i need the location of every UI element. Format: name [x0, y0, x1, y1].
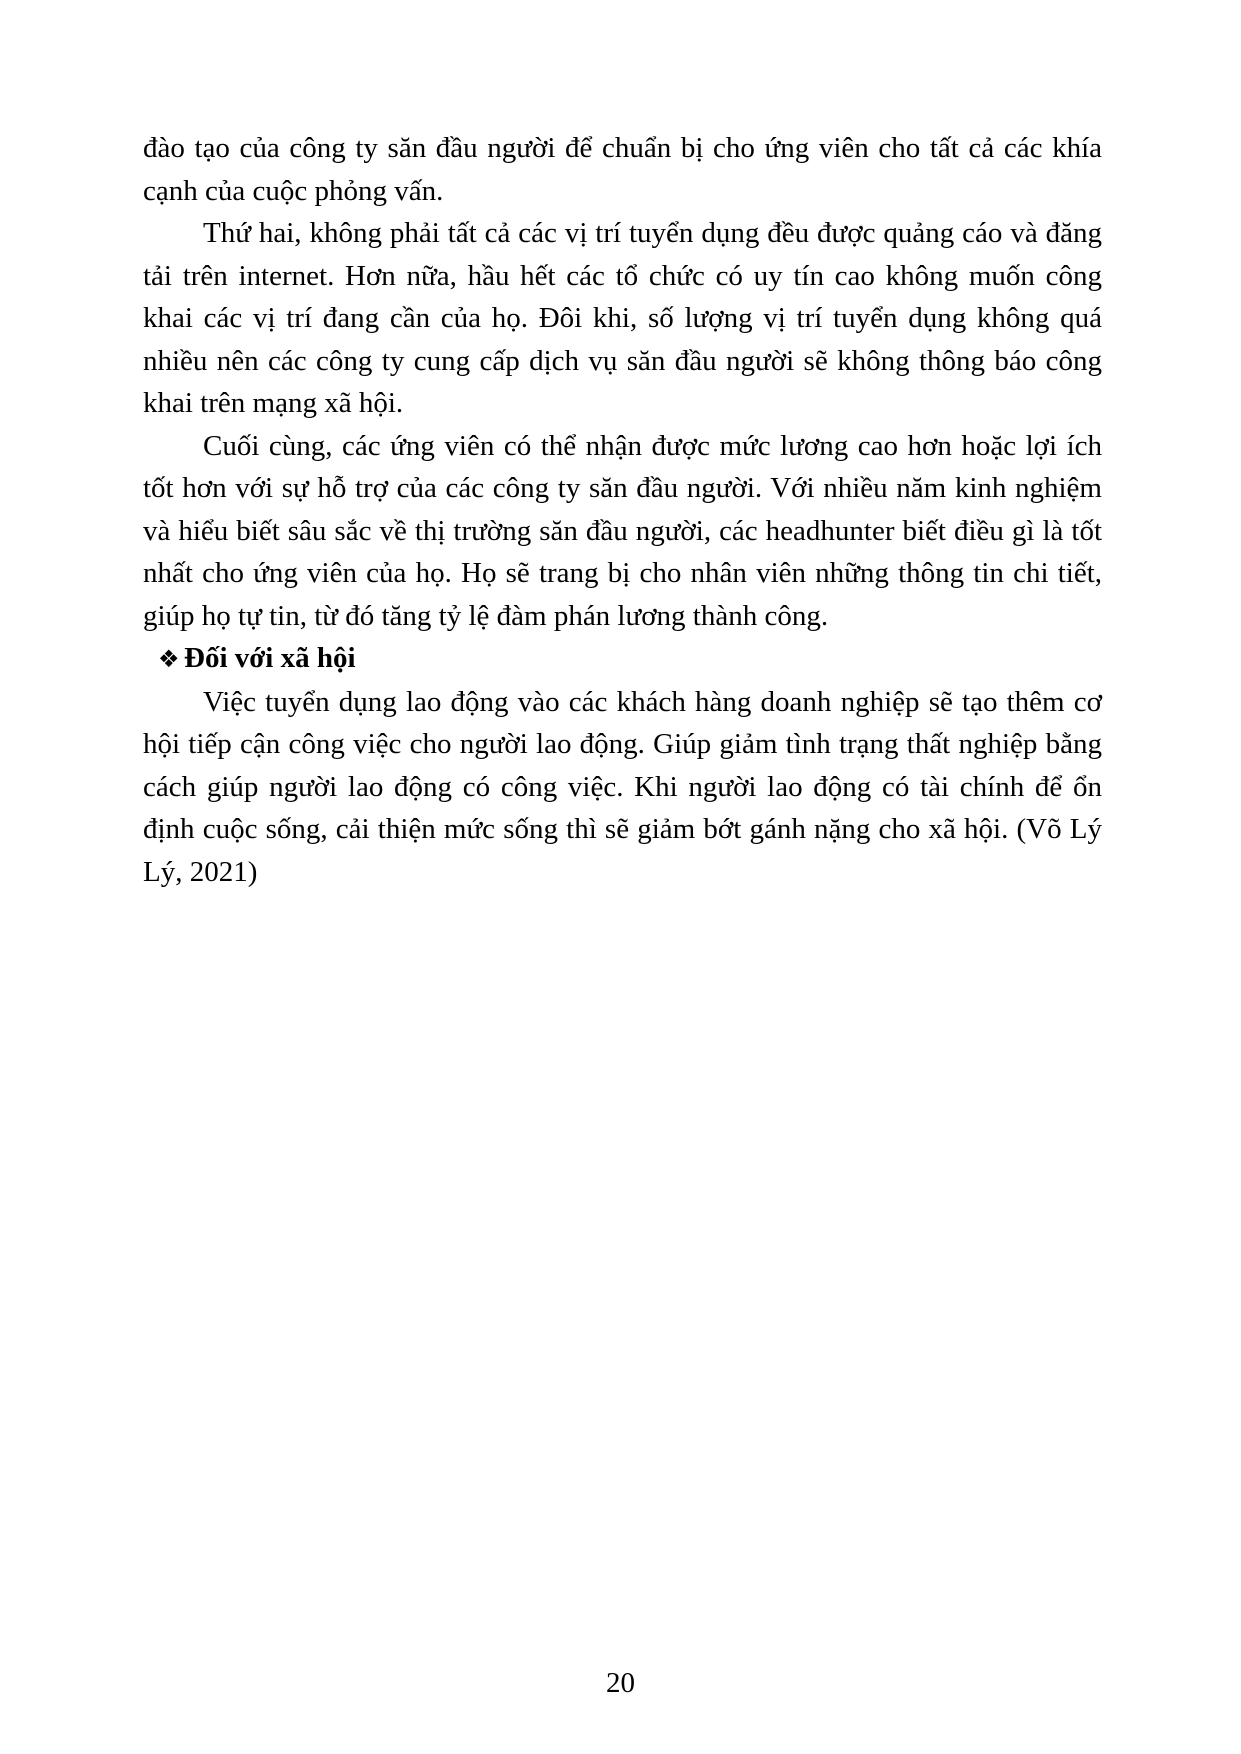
page-content: [143, 127, 1102, 893]
paragraph-unadvertised-positions: Thứ hai, không phải tất cả các vị trí tuyển dụng đều được quảng cáo và đăng tải trên internet. Hơn nữa, hầu hết các tổ chức có uy tín cao không muốn công khai các vị trí đang cần của họ. Đôi khi, số lượng vị trí tuyển dụng không quá nhiều nên các công ty cung cấp dịch vụ săn đầu người sẽ không thông báo công khai trên mạng xã hội.: [143, 217, 1102, 419]
diamond-bullet-icon: ❖: [158, 645, 180, 673]
section-heading-society: [143, 637, 1102, 681]
paragraph-interview-prep: đào tạo của công ty săn đầu người để chuẩn bị cho ứng viên cho tất cả các khía cạnh của cuộc phỏng vấn.: [143, 132, 1102, 207]
section-heading-text: Đối với xã hội: [184, 642, 356, 674]
paragraph-candidate-benefits: Cuối cùng, các ứng viên có thể nhận được mức lương cao hơn hoặc lợi ích tốt hơn với sự hỗ trợ của các công ty săn đầu người. Với nhiều năm kinh nghiệm và hiểu biết sâu sắc về thị trường săn đầu người, các headhunter biết điều gì là tốt nhất cho ứng viên của họ. Họ sẽ trang bị cho nhân viên những thông tin chi tiết, giúp họ tự tin, từ đó tăng tỷ lệ đàm phán lương thành công.: [143, 429, 1102, 632]
page-number: 20: [606, 1667, 635, 1699]
paragraph-social-impact: Việc tuyển dụng lao động vào các khách hàng doanh nghiệp sẽ tạo thêm cơ hội tiếp cận công việc cho người lao động. Giúp giảm tình trạng thất nghiệp bằng cách giúp người lao động có công việc. Khi người lao động có tài chính để ổn định cuộc sống, cải thiện mức sống thì sẽ giảm bớt gánh nặng cho xã hội. (Võ Lý Lý, 2021): [143, 685, 1102, 888]
